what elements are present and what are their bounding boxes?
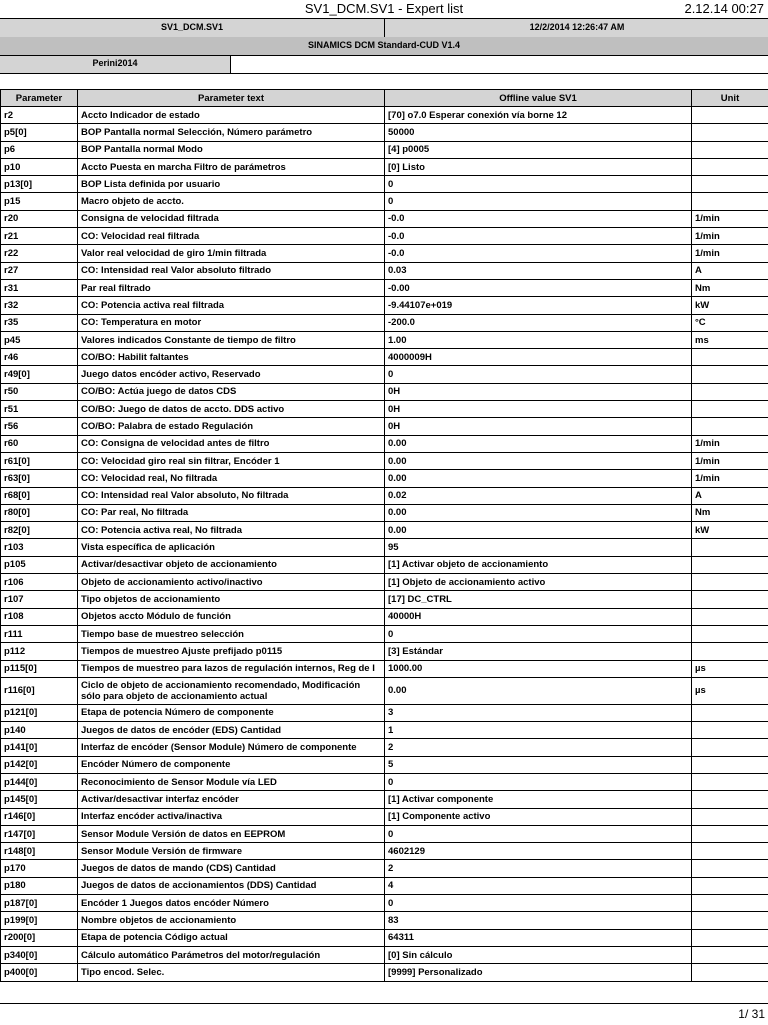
project-name: Perini2014	[0, 56, 230, 71]
unit-cell	[692, 556, 768, 573]
offline-value-cell: [0] Listo	[385, 158, 692, 175]
table-row	[1, 677, 768, 704]
param-id-cell: r63[0]	[1, 470, 78, 487]
unit-cell	[692, 643, 768, 660]
window-title: SV1_DCM.SV1 - Expert list	[0, 0, 768, 18]
param-text-cell: Juegos de datos de mando (CDS) Cantidad	[78, 860, 385, 877]
param-text-cell: Valor real velocidad de giro 1/min filtrada	[78, 245, 385, 262]
param-text-cell: Juegos de datos de accionamientos (DDS) Cantidad	[78, 877, 385, 894]
device-header: SINAMICS DCM Standard-CUD V1.4	[0, 37, 768, 56]
offline-value-cell: 0.00	[385, 522, 692, 539]
unit-cell: 1/min	[692, 452, 768, 469]
table-row	[1, 435, 768, 452]
table-row	[1, 643, 768, 660]
unit-cell: °C	[692, 314, 768, 331]
offline-value-cell: 0	[385, 773, 692, 790]
unit-cell	[692, 843, 768, 860]
offline-value-cell: [9999] Personalizado	[385, 964, 692, 981]
table-row	[1, 297, 768, 314]
unit-cell	[692, 124, 768, 141]
param-id-cell: r27	[1, 262, 78, 279]
unit-cell	[692, 366, 768, 383]
param-text-cell: CO: Temperatura en motor	[78, 314, 385, 331]
unit-cell: Nm	[692, 279, 768, 296]
param-id-cell: p170	[1, 860, 78, 877]
table-row	[1, 929, 768, 946]
table-row	[1, 210, 768, 227]
offline-value-cell: 0.03	[385, 262, 692, 279]
unit-cell	[692, 176, 768, 193]
table-row	[1, 704, 768, 721]
unit-cell: A	[692, 262, 768, 279]
offline-value-cell: 1.00	[385, 331, 692, 348]
unit-cell	[692, 141, 768, 158]
offline-value-cell: 0	[385, 366, 692, 383]
offline-value-cell: 0	[385, 625, 692, 642]
param-text-cell: BOP Pantalla normal Selección, Número parámetro	[78, 124, 385, 141]
offline-value-cell: [3] Estándar	[385, 643, 692, 660]
unit-cell: 1/min	[692, 245, 768, 262]
table-row	[1, 773, 768, 790]
table-row	[1, 228, 768, 245]
unit-cell: 1/min	[692, 470, 768, 487]
table-row	[1, 141, 768, 158]
table-row	[1, 843, 768, 860]
param-id-cell: p15	[1, 193, 78, 210]
param-text-cell: Tiempo base de muestreo selección	[78, 625, 385, 642]
offline-value-cell: 5	[385, 756, 692, 773]
param-text-cell: Juegos de datos de encóder (EDS) Cantidad	[78, 722, 385, 739]
offline-value-cell: [17] DC_CTRL	[385, 591, 692, 608]
offline-value-cell: -0.0	[385, 245, 692, 262]
table-row	[1, 262, 768, 279]
param-id-cell: p400[0]	[1, 964, 78, 981]
param-id-cell: p121[0]	[1, 704, 78, 721]
unit-cell	[692, 722, 768, 739]
table-row	[1, 877, 768, 894]
param-text-cell: BOP Pantalla normal Modo	[78, 141, 385, 158]
offline-value-cell: 0	[385, 825, 692, 842]
param-id-cell: p140	[1, 722, 78, 739]
param-id-cell: p45	[1, 331, 78, 348]
table-row	[1, 574, 768, 591]
table-row	[1, 791, 768, 808]
param-id-cell: r60	[1, 435, 78, 452]
unit-cell	[692, 574, 768, 591]
table-row	[1, 487, 768, 504]
param-id-cell: r51	[1, 401, 78, 418]
unit-cell	[692, 929, 768, 946]
param-text-cell: Objetos accto Módulo de función	[78, 608, 385, 625]
offline-value-cell: 0	[385, 176, 692, 193]
param-id-cell: p144[0]	[1, 773, 78, 790]
param-id-cell: p180	[1, 877, 78, 894]
param-text-cell: CO: Intensidad real Valor absoluto filtrado	[78, 262, 385, 279]
unit-cell	[692, 808, 768, 825]
param-id-cell: p112	[1, 643, 78, 660]
unit-cell	[692, 825, 768, 842]
param-id-cell: r108	[1, 608, 78, 625]
param-text-cell: Encóder Número de componente	[78, 756, 385, 773]
param-id-cell: p6	[1, 141, 78, 158]
window-titlebar	[0, 0, 768, 18]
unit-cell: ms	[692, 331, 768, 348]
param-text-cell: Valores indicados Constante de tiempo de filtro	[78, 331, 385, 348]
offline-value-cell: 2	[385, 860, 692, 877]
table-row	[1, 193, 768, 210]
offline-value-cell: 4000009H	[385, 349, 692, 366]
unit-cell: 1/min	[692, 210, 768, 227]
unit-cell: kW	[692, 297, 768, 314]
param-text-cell: Accto Puesta en marcha Filtro de parámetros	[78, 158, 385, 175]
table-row	[1, 625, 768, 642]
project-header-blank	[230, 56, 768, 73]
table-row	[1, 452, 768, 469]
table-row	[1, 349, 768, 366]
param-id-cell: r147[0]	[1, 825, 78, 842]
offline-value-cell: 0.00	[385, 470, 692, 487]
param-text-cell: Vista específica de aplicación	[78, 539, 385, 556]
param-id-cell: r46	[1, 349, 78, 366]
offline-value-cell: 1	[385, 722, 692, 739]
param-text-cell: CO: Potencia activa real, No filtrada	[78, 522, 385, 539]
unit-cell	[692, 383, 768, 400]
param-text-cell: Activar/desactivar objeto de accionamiento	[78, 556, 385, 573]
table-row	[1, 245, 768, 262]
column-header-offline-value: Offline value SV1	[385, 90, 692, 107]
unit-cell	[692, 791, 768, 808]
unit-cell	[692, 625, 768, 642]
table-row	[1, 660, 768, 677]
unit-cell	[692, 418, 768, 435]
unit-cell	[692, 912, 768, 929]
unit-cell	[692, 877, 768, 894]
param-text-cell: Cálculo automático Parámetros del motor/regulación	[78, 946, 385, 963]
param-id-cell: r22	[1, 245, 78, 262]
unit-cell	[692, 193, 768, 210]
param-id-cell: r50	[1, 383, 78, 400]
file-timestamp: 12/2/2014 12:26:47 AM	[384, 19, 768, 37]
offline-value-cell: [1] Activar objeto de accionamiento	[385, 556, 692, 573]
offline-value-cell: 3	[385, 704, 692, 721]
param-text-cell: CO: Velocidad real filtrada	[78, 228, 385, 245]
offline-value-cell: 1000.00	[385, 660, 692, 677]
table-row	[1, 825, 768, 842]
param-text-cell: Accto Indicador de estado	[78, 107, 385, 124]
param-text-cell: Etapa de potencia Número de componente	[78, 704, 385, 721]
unit-cell	[692, 739, 768, 756]
column-header-parameter-text: Parameter text	[78, 90, 385, 107]
param-id-cell: r49[0]	[1, 366, 78, 383]
unit-cell	[692, 107, 768, 124]
table-row	[1, 158, 768, 175]
param-text-cell: Activar/desactivar interfaz encóder	[78, 791, 385, 808]
unit-cell: 1/min	[692, 228, 768, 245]
table-row	[1, 470, 768, 487]
table-header-row	[1, 90, 768, 107]
column-header-parameter: Parameter	[1, 90, 78, 107]
param-text-cell: CO: Intensidad real Valor absoluto, No filtrada	[78, 487, 385, 504]
param-id-cell: r103	[1, 539, 78, 556]
table-row	[1, 722, 768, 739]
param-id-cell: r106	[1, 574, 78, 591]
param-id-cell: r21	[1, 228, 78, 245]
unit-cell	[692, 860, 768, 877]
page-footer	[0, 1003, 768, 1025]
param-id-cell: p187[0]	[1, 895, 78, 912]
param-text-cell: CO: Par real, No filtrada	[78, 504, 385, 521]
offline-value-cell: 0H	[385, 401, 692, 418]
unit-cell	[692, 946, 768, 963]
table-row	[1, 418, 768, 435]
offline-value-cell: [1] Objeto de accionamiento activo	[385, 574, 692, 591]
unit-cell: µs	[692, 677, 768, 704]
param-text-cell: Etapa de potencia Código actual	[78, 929, 385, 946]
table-row	[1, 964, 768, 981]
table-row	[1, 895, 768, 912]
table-row	[1, 176, 768, 193]
param-id-cell: p13[0]	[1, 176, 78, 193]
offline-value-cell: [70] o7.0 Esperar conexión vía borne 12	[385, 107, 692, 124]
offline-value-cell: -0.0	[385, 228, 692, 245]
param-text-cell: CO/BO: Juego de datos de accto. DDS activo	[78, 401, 385, 418]
table-row	[1, 739, 768, 756]
table-row	[1, 107, 768, 124]
param-text-cell: BOP Lista definida por usuario	[78, 176, 385, 193]
unit-cell	[692, 349, 768, 366]
offline-value-cell: [1] Activar componente	[385, 791, 692, 808]
param-id-cell: r111	[1, 625, 78, 642]
unit-cell	[692, 704, 768, 721]
param-text-cell: CO: Consigna de velocidad antes de filtro	[78, 435, 385, 452]
table-row	[1, 279, 768, 296]
offline-value-cell: [0] Sin cálculo	[385, 946, 692, 963]
unit-cell: 1/min	[692, 435, 768, 452]
offline-value-cell: 0.00	[385, 435, 692, 452]
param-id-cell: r32	[1, 297, 78, 314]
unit-cell	[692, 539, 768, 556]
param-text-cell: Encóder 1 Juegos datos encóder Número	[78, 895, 385, 912]
param-id-cell: r148[0]	[1, 843, 78, 860]
table-body	[1, 107, 768, 982]
unit-cell	[692, 401, 768, 418]
param-id-cell: p10	[1, 158, 78, 175]
table-row	[1, 756, 768, 773]
table-row	[1, 591, 768, 608]
param-id-cell: r56	[1, 418, 78, 435]
offline-value-cell: 0H	[385, 418, 692, 435]
offline-value-cell: 2	[385, 739, 692, 756]
offline-value-cell: -0.00	[385, 279, 692, 296]
offline-value-cell: 0.00	[385, 504, 692, 521]
table-row	[1, 331, 768, 348]
param-id-cell: r2	[1, 107, 78, 124]
table-row	[1, 860, 768, 877]
table-row	[1, 946, 768, 963]
unit-cell	[692, 895, 768, 912]
param-id-cell: r61[0]	[1, 452, 78, 469]
table-row	[1, 124, 768, 141]
param-id-cell: r31	[1, 279, 78, 296]
param-id-cell: p115[0]	[1, 660, 78, 677]
table-row	[1, 556, 768, 573]
unit-cell	[692, 756, 768, 773]
page-number: 1/ 31	[738, 1007, 765, 1021]
param-text-cell: CO/BO: Palabra de estado Regulación	[78, 418, 385, 435]
unit-cell	[692, 773, 768, 790]
param-id-cell: p142[0]	[1, 756, 78, 773]
param-text-cell: CO: Potencia activa real filtrada	[78, 297, 385, 314]
param-text-cell: Sensor Module Versión de firmware	[78, 843, 385, 860]
param-text-cell: Tiempos de muestreo Ajuste prefijado p0115	[78, 643, 385, 660]
param-id-cell: p145[0]	[1, 791, 78, 808]
param-id-cell: r68[0]	[1, 487, 78, 504]
offline-value-cell: [1] Componente activo	[385, 808, 692, 825]
param-id-cell: r146[0]	[1, 808, 78, 825]
param-id-cell: p5[0]	[1, 124, 78, 141]
param-text-cell: Sensor Module Versión de datos en EEPROM	[78, 825, 385, 842]
offline-value-cell: 0H	[385, 383, 692, 400]
offline-value-cell: 4602129	[385, 843, 692, 860]
table-row	[1, 608, 768, 625]
table-row	[1, 808, 768, 825]
offline-value-cell: 0.00	[385, 677, 692, 704]
column-header-unit: Unit	[692, 90, 768, 107]
param-text-cell: Nombre objetos de accionamiento	[78, 912, 385, 929]
param-id-cell: p105	[1, 556, 78, 573]
param-text-cell: Par real filtrado	[78, 279, 385, 296]
param-text-cell: Consigna de velocidad filtrada	[78, 210, 385, 227]
unit-cell: µs	[692, 660, 768, 677]
table-row	[1, 383, 768, 400]
table-row	[1, 912, 768, 929]
offline-value-cell: 83	[385, 912, 692, 929]
offline-value-cell: -9.44107e+019	[385, 297, 692, 314]
param-text-cell: Objeto de accionamiento activo/inactivo	[78, 574, 385, 591]
offline-value-cell: -0.0	[385, 210, 692, 227]
param-text-cell: Tiempos de muestreo para lazos de regulación internos, Reg de I	[78, 660, 385, 677]
param-text-cell: Tipo objetos de accionamiento	[78, 591, 385, 608]
unit-cell: kW	[692, 522, 768, 539]
offline-value-cell: -200.0	[385, 314, 692, 331]
param-text-cell: Interfaz encóder activa/inactiva	[78, 808, 385, 825]
param-text-cell: Juego datos encóder activo, Reservado	[78, 366, 385, 383]
param-id-cell: p340[0]	[1, 946, 78, 963]
param-id-cell: r107	[1, 591, 78, 608]
offline-value-cell: 0	[385, 193, 692, 210]
project-header-row	[0, 56, 768, 74]
offline-value-cell: [4] p0005	[385, 141, 692, 158]
table-row	[1, 366, 768, 383]
table-row	[1, 314, 768, 331]
unit-cell	[692, 964, 768, 981]
param-text-cell: Tipo encod. Selec.	[78, 964, 385, 981]
unit-cell	[692, 158, 768, 175]
param-text-cell: Reconocimiento de Sensor Module vía LED	[78, 773, 385, 790]
offline-value-cell: 64311	[385, 929, 692, 946]
table-row	[1, 401, 768, 418]
param-id-cell: r200[0]	[1, 929, 78, 946]
param-text-cell: CO: Velocidad giro real sin filtrar, Encóder 1	[78, 452, 385, 469]
param-id-cell: r35	[1, 314, 78, 331]
offline-value-cell: 0	[385, 895, 692, 912]
param-id-cell: p141[0]	[1, 739, 78, 756]
file-name: SV1_DCM.SV1	[0, 19, 384, 35]
offline-value-cell: 4	[385, 877, 692, 894]
unit-cell: Nm	[692, 504, 768, 521]
param-id-cell: p199[0]	[1, 912, 78, 929]
table-row	[1, 504, 768, 521]
unit-cell	[692, 608, 768, 625]
param-id-cell: r116[0]	[1, 677, 78, 704]
param-id-cell: r80[0]	[1, 504, 78, 521]
param-text-cell: Interfaz de encóder (Sensor Module) Número de componente	[78, 739, 385, 756]
offline-value-cell: 0.00	[385, 452, 692, 469]
offline-value-cell: 95	[385, 539, 692, 556]
param-text-cell: CO/BO: Habilit faltantes	[78, 349, 385, 366]
offline-value-cell: 50000	[385, 124, 692, 141]
param-text-cell: Ciclo de objeto de accionamiento recomendado, Modificación sólo para objeto de accionamiento actual	[78, 677, 385, 704]
print-datetime: 2.12.14 00:27	[684, 0, 764, 18]
offline-value-cell: 40000H	[385, 608, 692, 625]
param-text-cell: Macro objeto de accto.	[78, 193, 385, 210]
param-text-cell: CO: Velocidad real, No filtrada	[78, 470, 385, 487]
table-row	[1, 522, 768, 539]
param-text-cell: CO/BO: Actúa juego de datos CDS	[78, 383, 385, 400]
expert-list-table	[0, 89, 768, 982]
file-header-row	[0, 18, 768, 38]
param-id-cell: r82[0]	[1, 522, 78, 539]
param-id-cell: r20	[1, 210, 78, 227]
table-row	[1, 539, 768, 556]
unit-cell	[692, 591, 768, 608]
offline-value-cell: 0.02	[385, 487, 692, 504]
unit-cell: A	[692, 487, 768, 504]
